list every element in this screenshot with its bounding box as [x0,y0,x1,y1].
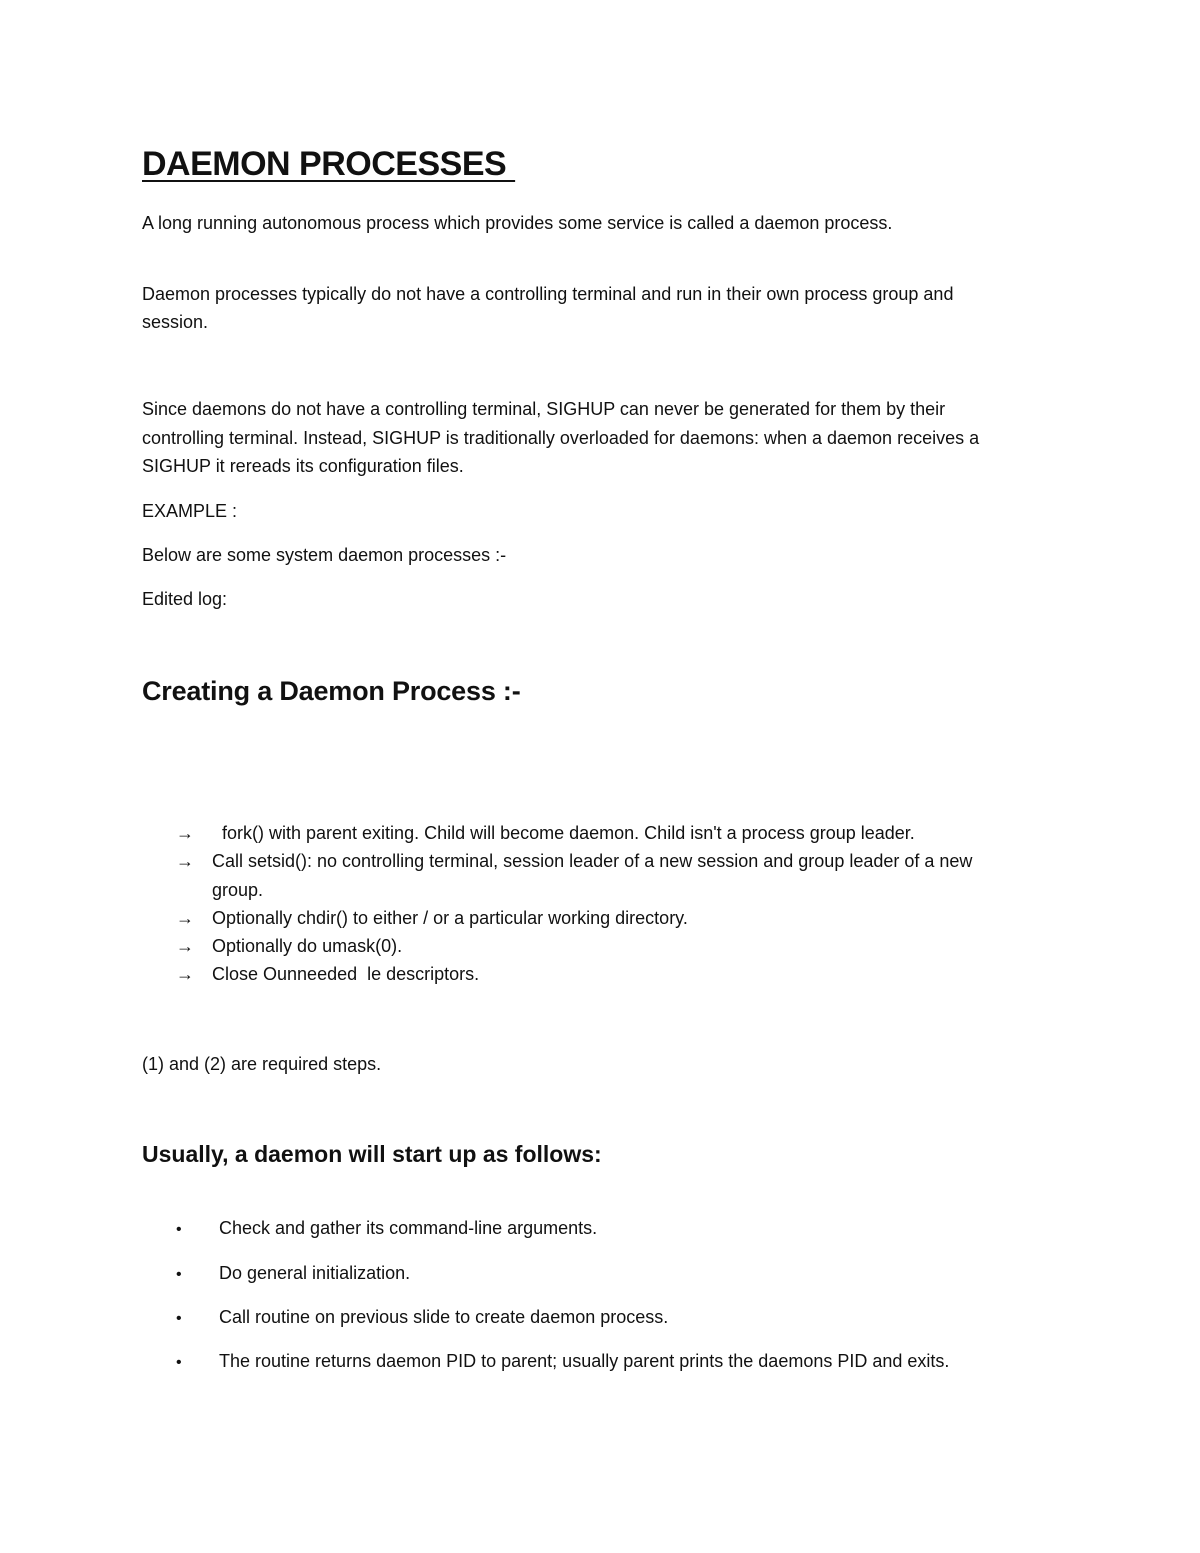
step-text: Call setsid(): no controlling terminal, session leader of a new session and group leader of a new [212,851,973,871]
list-item [176,1303,668,1333]
arrow-icon: → [176,823,194,843]
bullet-text: Check and gather its command-line arguments. [219,1218,598,1238]
list-item [176,1214,597,1244]
step-text: Optionally do umask(0). [212,936,403,956]
bullet-icon: • [176,1266,182,1283]
step-text-continuation: group. [212,880,264,900]
list-item [176,904,688,932]
paragraph-sighup-line-1: Since daemons do not have a controlling terminal, SIGHUP can never be generated for them by their [142,399,946,419]
paragraph-sighup-line-3: SIGHUP it rereads its configuration files. [142,456,464,476]
section-heading-creating: Creating a Daemon Process :- [142,676,521,706]
list-item [176,819,915,847]
arrow-icon: → [176,851,194,871]
list-item [176,847,972,875]
paragraph-sighup-line-2: controlling terminal. Instead, SIGHUP is traditionally overloaded for daemons: when a daemon receives a [142,428,980,448]
list-item [176,1259,410,1289]
paragraph-terminal-line-2: session. [142,312,209,332]
page-title: DAEMON PROCESSES [142,145,516,183]
step-text: fork() with parent exiting. Child will become daemon. Child isn't a process group leader. [212,823,915,843]
arrow-icon: → [176,964,194,984]
example-label: EXAMPLE : [142,501,238,521]
bullet-text: The routine returns daemon PID to parent; usually parent prints the daemons PID and exits. [219,1351,950,1371]
bullet-icon: • [176,1221,182,1238]
arrow-icon: → [176,908,194,928]
bullet-icon: • [176,1310,182,1327]
step-text: Close Ounneeded le descriptors. [212,964,480,984]
section-heading-startup: Usually, a daemon will start up as follows: [142,1141,602,1167]
bullet-text: Do general initialization. [219,1263,411,1283]
bullet-icon: • [176,1354,182,1371]
arrow-icon: → [176,936,194,956]
paragraph-definition: A long running autonomous process which provides some service is called a daemon process. [142,213,893,233]
bullet-text: Call routine on previous slide to create daemon process. [219,1307,669,1327]
paragraph-terminal-line-1: Daemon processes typically do not have a controlling terminal and run in their own process group and [142,284,954,304]
edited-log-text: Edited log: [142,589,228,609]
list-item [176,932,402,960]
required-steps-note: (1) and (2) are required steps. [142,1054,382,1074]
system-daemons-text: Below are some system daemon processes :- [142,545,507,565]
list-item [176,1347,949,1377]
step-text: Optionally chdir() to either / or a particular working directory. [212,908,688,928]
list-item [176,960,479,988]
